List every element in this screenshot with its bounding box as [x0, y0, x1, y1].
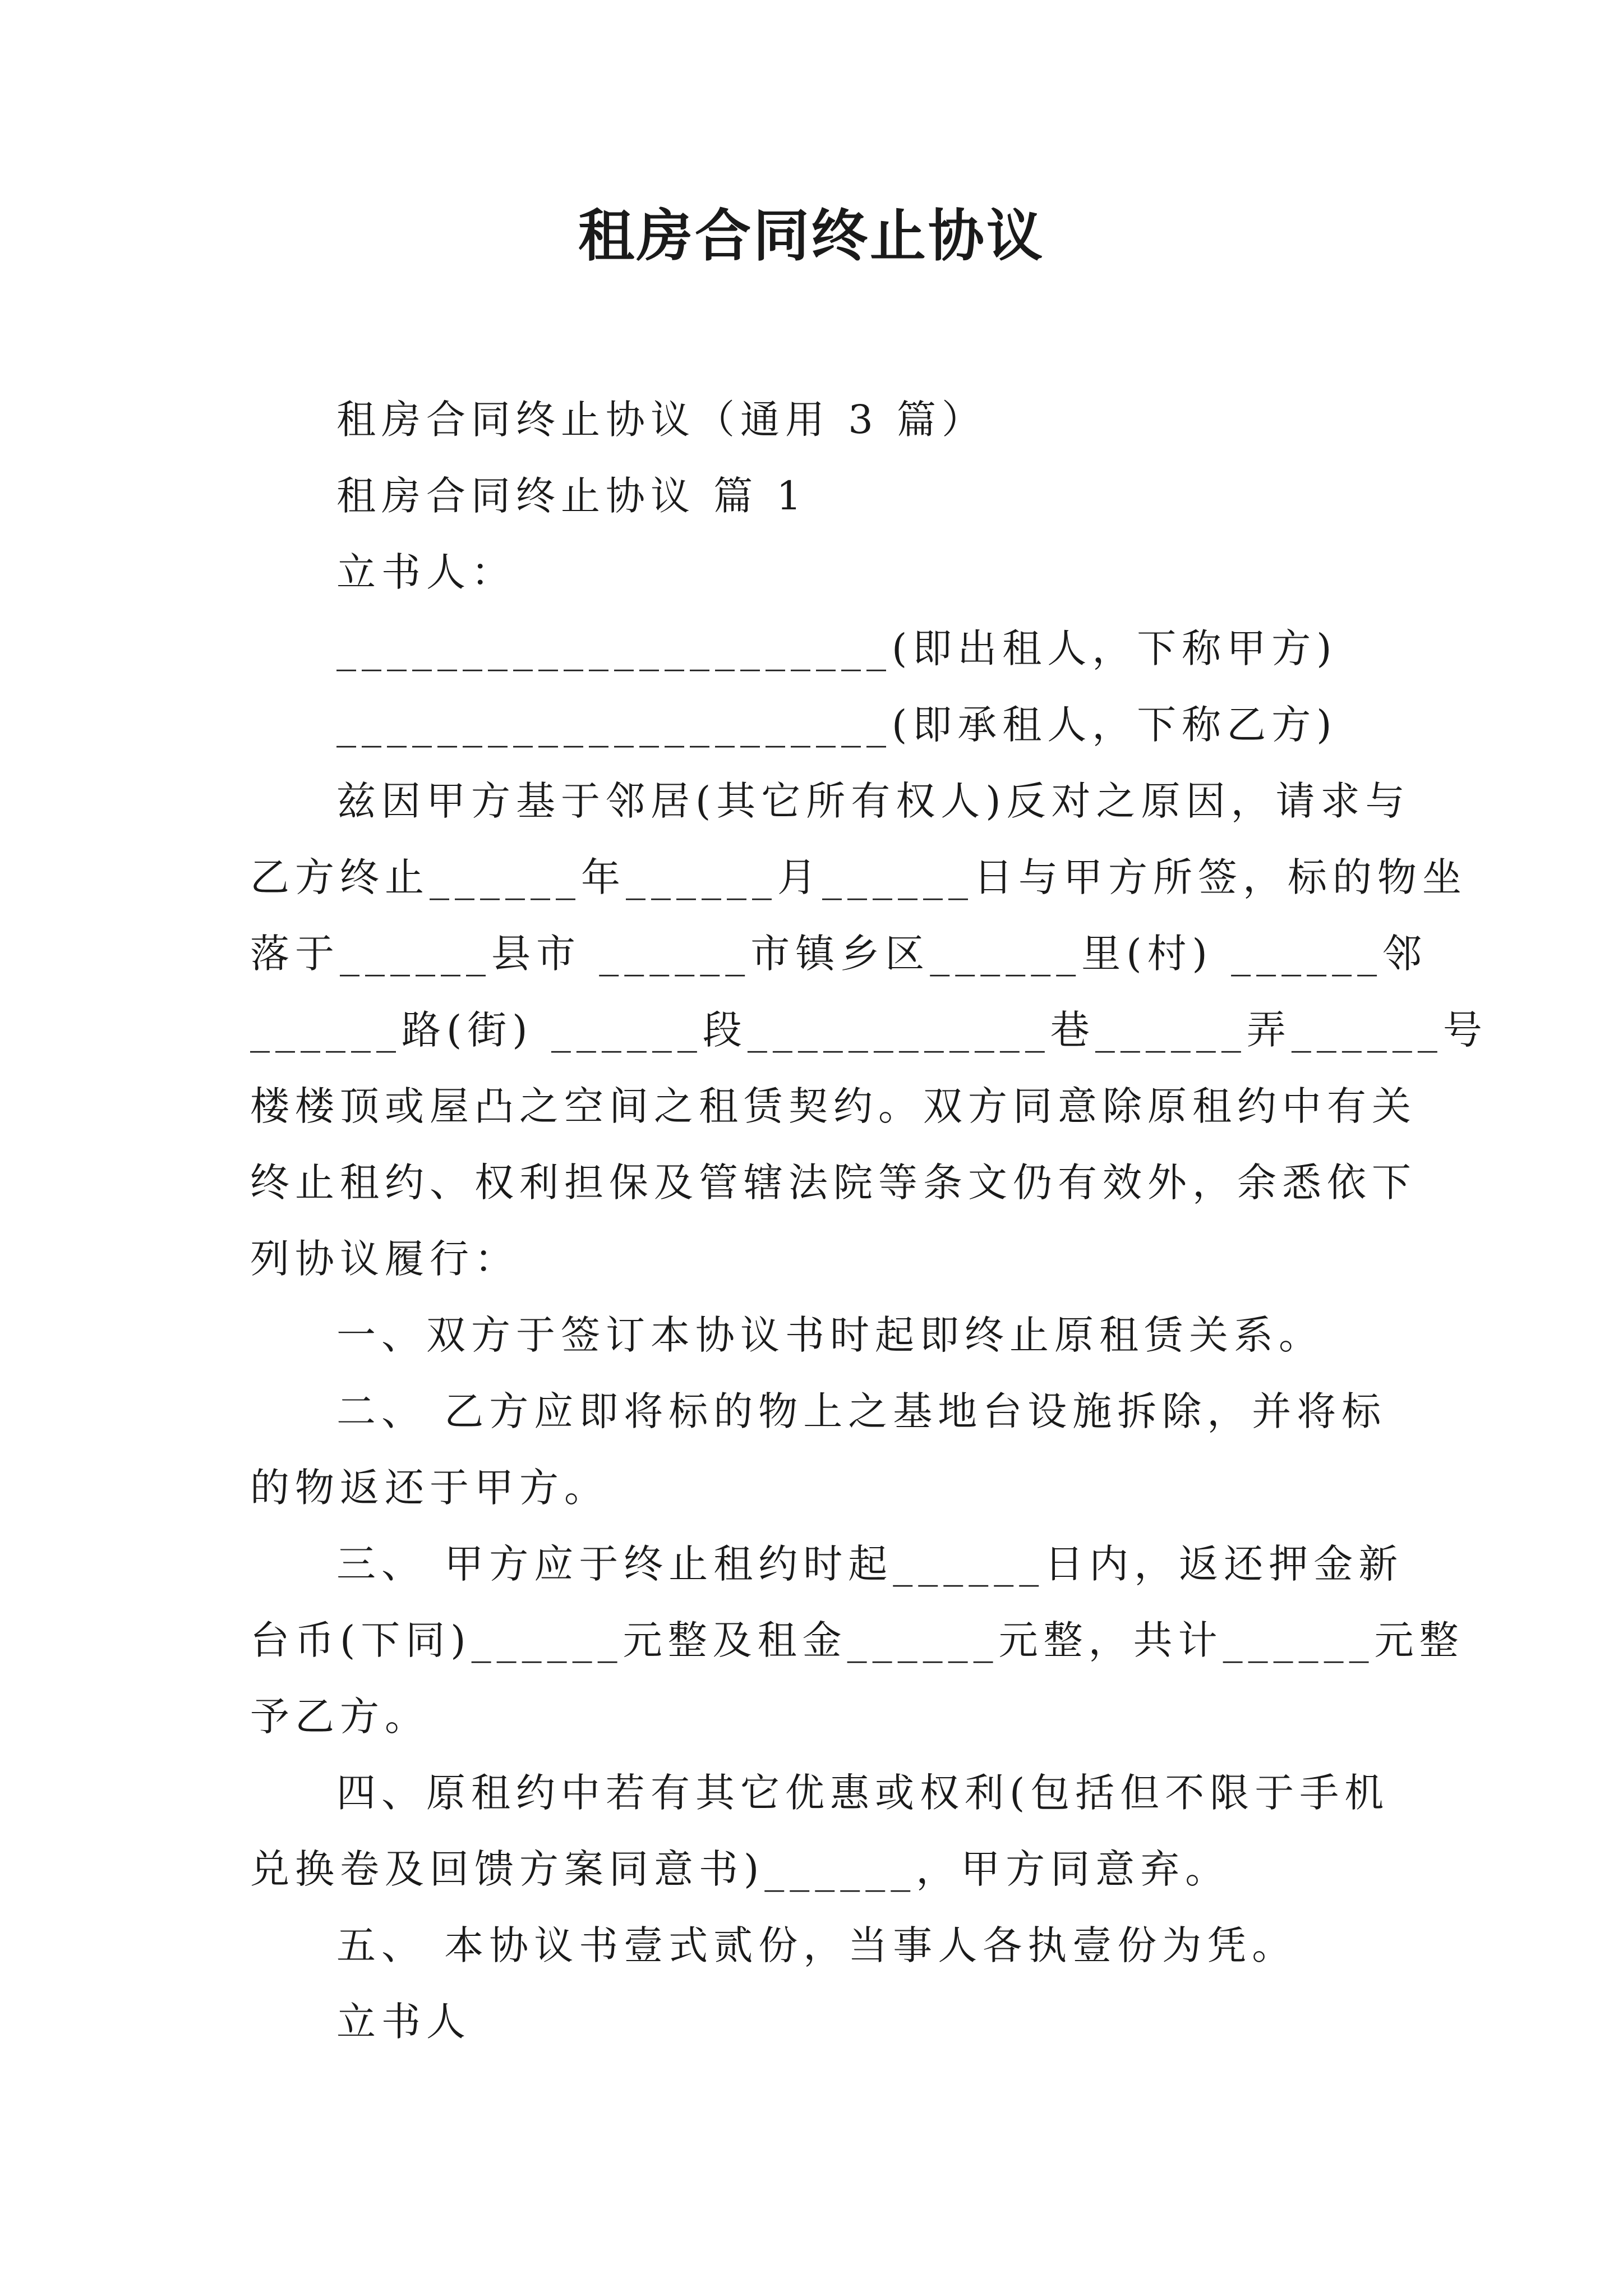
- lessor-blank-line: ______________________(即出租人，下称甲方): [336, 625, 1338, 671]
- section-heading: 租房合同终止协议 篇 1: [336, 473, 808, 519]
- text-line: 台币(下同)______元整及租金______元整，共计______元整: [250, 1617, 1464, 1663]
- text-line: 立书人：: [336, 549, 516, 595]
- text-line: 终止租约、权利担保及管辖法院等条文仍有效外，余悉依下: [250, 1159, 1417, 1205]
- clause-line: 五、 本协议书壹式贰份，当事人各执壹份为凭。: [336, 1922, 1297, 1968]
- subtitle-line: 租房合同终止协议（通用 3 篇）: [336, 397, 987, 443]
- text-line: 楼楼顶或屋凸之空间之租赁契约。双方同意除原租约中有关: [250, 1083, 1417, 1129]
- clause-line: 二、 乙方应即将标的物上之基地台设施拆除，并将标: [336, 1388, 1387, 1434]
- text-line: ______路(街) ______段____________巷______弄______号: [250, 1007, 1488, 1053]
- clause-line: 四、原租约中若有其它优惠或权利(包括但不限于手机: [336, 1770, 1390, 1816]
- text-line: 的物返还于甲方。: [250, 1465, 609, 1511]
- text-line: 予乙方。: [250, 1694, 430, 1740]
- text-line: 兑换卷及回馈方案同意书)______，甲方同意弃。: [250, 1846, 1230, 1892]
- document-title: 租房合同终止协议: [578, 203, 1045, 269]
- text-line: 落于______县市 ______市镇乡区______里(村) ______邻: [250, 931, 1428, 977]
- signatory-label: 立书人: [336, 1999, 471, 2045]
- text-line: 兹因甲方基于邻居(其它所有权人)反对之原因，请求与: [336, 778, 1410, 824]
- clause-line: 一、双方于签订本协议书时起即终止原租赁关系。: [336, 1312, 1324, 1358]
- text-line: 列协议履行：: [250, 1236, 519, 1282]
- lessee-blank-line: ______________________(即承租人，下称乙方): [336, 702, 1338, 748]
- document-body: [250, 381, 1488, 2060]
- text-line: 乙方终止______年______月______日与甲方所签，标的物坐: [250, 854, 1467, 900]
- clause-line: 三、 甲方应于终止租约时起______日内，返还押金新: [336, 1541, 1404, 1587]
